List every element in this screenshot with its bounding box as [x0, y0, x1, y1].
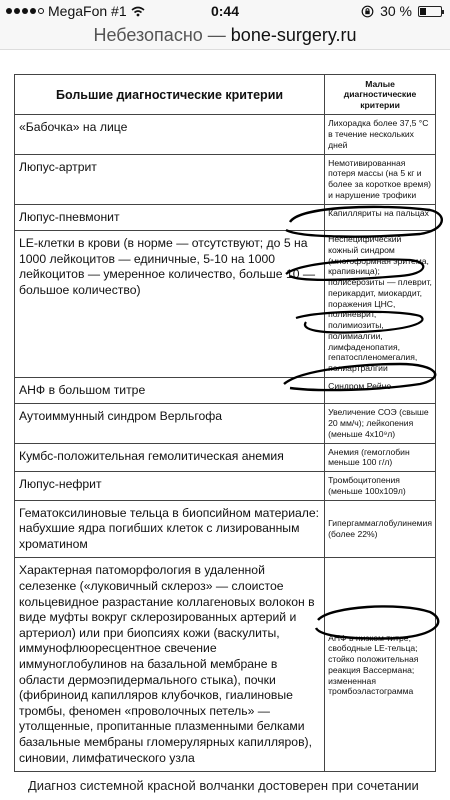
address-bar[interactable] [0, 22, 450, 50]
table-row [15, 154, 436, 204]
minor-criterion: Синдром Рейно [325, 377, 436, 404]
minor-criterion: Лихорадка более 37,5 °С в течение нескольких дней [325, 115, 436, 154]
major-criterion: «Бабочка» на лице [15, 115, 325, 154]
major-criterion: LE-клетки в крови (в норме — отсутствуют; до 5 на 1000 лейкоцитов — единичные, 5-10 на 1000 лейкоцитов — умеренное количество, больше 10 — большое количество) [15, 231, 325, 378]
major-criteria-header: Большие диагностические критерии [15, 75, 325, 115]
body-paragraph: Диагноз системной красной волчанки достоверен при сочетании [28, 778, 419, 793]
major-criterion: Люпус-артрит [15, 154, 325, 204]
table-row [15, 204, 436, 231]
minor-criterion: Капилляриты на пальцах [325, 204, 436, 231]
minor-criterion: Увеличение СОЭ (свыше 20 мм/ч); лейкопения (меньше 4х10⁹л) [325, 404, 436, 443]
battery-percent: 30 % [380, 3, 412, 19]
table-row [15, 558, 436, 772]
minor-criteria-header: Малые диагностические критерии [325, 75, 436, 115]
major-criterion: Гематоксилиновые тельца в биопсийном материале: набухшие ядра погибших клеток с лизированным хроматином [15, 500, 325, 558]
table-row [15, 231, 436, 378]
status-bar [0, 0, 450, 22]
table-row [15, 472, 436, 500]
carrier-name: MegaFon #1 [48, 3, 127, 19]
table-row [15, 443, 436, 471]
major-criterion: Кумбс-положительная гемолитическая анемия [15, 443, 325, 471]
table-header-row [15, 75, 436, 115]
major-criterion: Аутоиммунный синдром Верльгофа [15, 404, 325, 443]
security-label: Небезопасно [93, 25, 203, 45]
major-criterion: Люпус-нефрит [15, 472, 325, 500]
battery-icon [418, 6, 442, 17]
minor-criterion: Гипергаммаглобулинемия (более 22%) [325, 500, 436, 558]
url-separator: — [202, 25, 231, 45]
table-row [15, 404, 436, 443]
minor-criterion: АНФ в низком титре; свободные LE-тельца; стойко положительная реакция Вассермана; измененная тромбоэластограмма [325, 558, 436, 772]
table-row [15, 500, 436, 558]
table-row [15, 377, 436, 404]
minor-criterion: Анемия (гемоглобин меньше 100 г/л) [325, 443, 436, 471]
major-criterion: Люпус-пневмонит [15, 204, 325, 231]
table-row [15, 115, 436, 154]
minor-criterion: Тромбоцитопения (меньше 100х109л) [325, 472, 436, 500]
page-content[interactable] [0, 50, 450, 800]
minor-criterion: Немотивированная потеря массы (на 5 кг и более за короткое время) и нарушение трофики [325, 154, 436, 204]
major-criterion: Характерная патоморфология в удаленной селезенке («луковичный склероз» — слоистое кольцевидное разрастание коллагеновых волокон в виде муфты вокруг склерозированных артерий и артериол) или при биопсиях кожи (васкулиты, иммунофлюоресцентное свечение иммуноглобулинов на базальной мембране в области дермоэпидермального стыка), почки (фибриноид капилляров клубочков, гиалиновые тромбы, феномен «проволочных петель» — утолщенные, пропитанные плазменными белками базальные мембраны гломерулярных капилляров), синовии, лимфатического узла [15, 558, 325, 772]
battery-fill [420, 8, 426, 15]
major-criterion: АНФ в большом титре [15, 377, 325, 404]
clock: 0:44 [210, 3, 240, 19]
minor-criterion: Неспецифический кожный синдром (многоформная эритема, крапивница); полисерозиты — плеврит, перикардит, миокардит, поражения ЦНС, полиневрит, полимиозиты, полимиалгии, лимфаденопатия, гепатоспленомегалия, полиартралгии [325, 231, 436, 378]
rotation-lock-icon [361, 5, 374, 18]
criteria-table [14, 74, 436, 772]
status-right [361, 3, 442, 19]
url-domain: bone-surgery.ru [230, 25, 357, 45]
